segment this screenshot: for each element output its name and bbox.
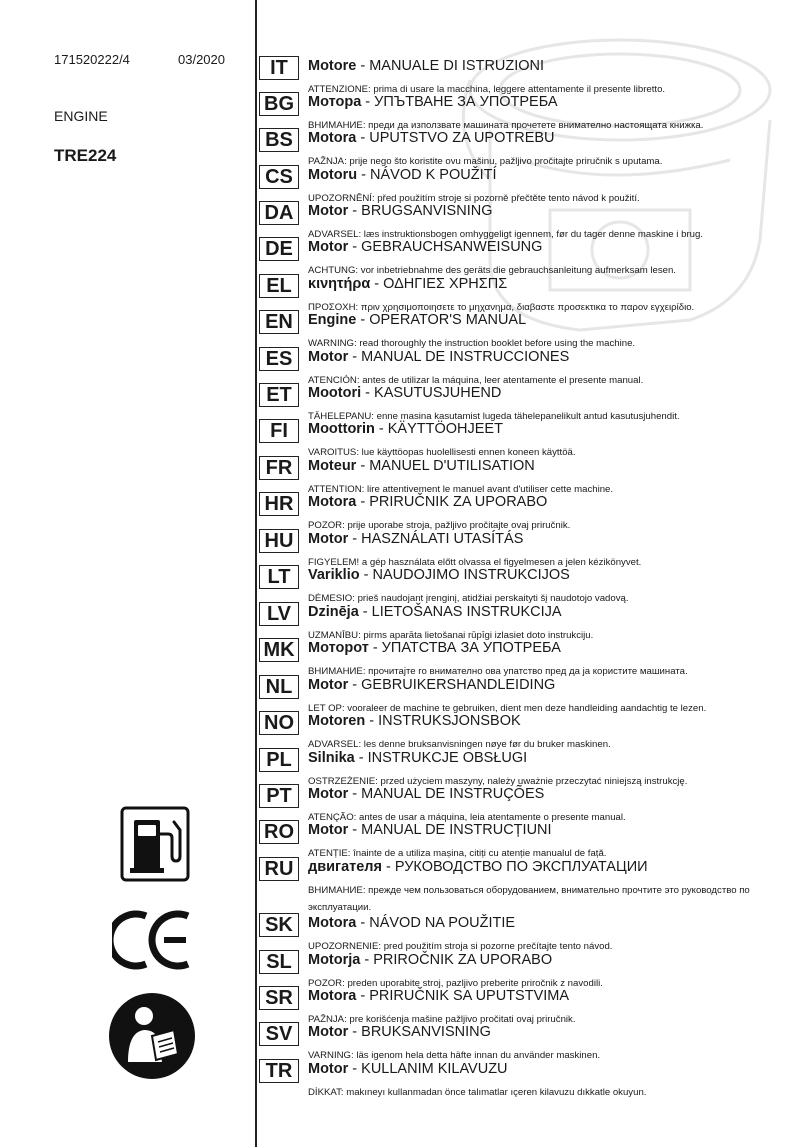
language-code-box: LT — [259, 565, 299, 589]
manual-type: - GEBRAUCHSANWEISUNG — [348, 239, 543, 255]
warning-body: preden uporabite stroj, pazljivo preberite priročnik z navodili. — [344, 978, 603, 989]
language-code-box: ES — [259, 347, 299, 371]
warning-label: ΠΡΟΣΟΧΗ: — [308, 302, 359, 313]
manual-type: - UPUTSTVO ZA UPOTREBU — [356, 130, 555, 146]
engine-word: Motor — [308, 531, 349, 547]
warning-label: ADVARSEL: — [308, 739, 362, 750]
manual-type: - BRUGSANVISNING — [348, 203, 493, 219]
manual-type: - NAUDOJIMO INSTRUKCIJOS — [359, 567, 570, 583]
warning-body: les denne bruksanvisningen nøye før du bruker maskinen. — [361, 739, 611, 750]
language-code-box: MK — [259, 638, 299, 662]
manual-type: - MANUAL DE INSTRUÇÕES — [348, 786, 545, 802]
language-code-box: HU — [259, 529, 299, 553]
warning-label: WARNING: — [308, 338, 357, 349]
language-code-box: FI — [259, 419, 299, 443]
engine-word: Motoren — [308, 713, 366, 729]
warning-label: VARNING: — [308, 1050, 354, 1061]
manual-type: - РУКОВОДСТВО ПО ЭКСПЛУАТАЦИИ — [381, 859, 648, 875]
warning-body: prije nego što koristite ovu mašinu, pažljivo pročitajte priručnik s uputama. — [346, 156, 663, 167]
engine-word: Motor — [308, 203, 349, 219]
warning-body: prije uporabe stroja, pažljivo pročitajte ovaj priručnik. — [344, 520, 571, 531]
manual-title — [308, 494, 547, 510]
manual-title — [308, 1061, 508, 1077]
engine-word: Motore — [308, 58, 357, 74]
warning-text — [308, 1084, 793, 1101]
manual-title — [308, 421, 503, 437]
warning-label: UPOZORNĚNÍ: — [308, 193, 375, 204]
manual-title — [308, 822, 552, 838]
document-date: 03/2020 — [178, 52, 225, 67]
manual-title — [308, 859, 648, 875]
manual-type: - LIETOŠANAS INSTRUKCIJA — [358, 604, 562, 620]
warning-body: pre korišćenja mašine pažljivo pročitati ovaj priručnik. — [346, 1014, 576, 1025]
manual-title — [308, 385, 501, 401]
column-divider — [255, 0, 257, 1147]
language-list — [259, 0, 808, 1147]
engine-word: Engine — [308, 312, 357, 328]
engine-word: Silnika — [308, 750, 355, 766]
language-code-box: NL — [259, 675, 299, 699]
warning-label: OSTRZEŻENIE: — [308, 776, 378, 787]
warning-label: VAROITUS: — [308, 447, 359, 458]
warning-label: ВНИМАНИЕ: — [308, 885, 366, 896]
manual-type: - HASZNÁLATI UTASÍTÁS — [348, 531, 524, 547]
warning-body: antes de usar a máquina, leia atentamente o presente manual. — [356, 812, 626, 823]
manual-type: - PRIROČNIK ZA UPORABO — [360, 952, 553, 968]
engine-word: Variklio — [308, 567, 360, 583]
manual-type: - PRIRUČNIK ZA UPORABO — [356, 494, 548, 510]
engine-word: Motora — [308, 915, 357, 931]
warning-label: ACHTUNG: — [308, 265, 359, 276]
language-code-box: RU — [259, 857, 299, 881]
engine-word: Моторот — [308, 640, 369, 656]
manual-type: - MANUAL DE INSTRUCCIONES — [348, 349, 570, 365]
engine-word: κινητήρα — [308, 276, 371, 292]
engine-word: Dzinēja — [308, 604, 359, 620]
warning-label: ВНИМАНИЕ: — [308, 120, 366, 131]
language-code-box: ET — [259, 383, 299, 407]
engine-word: Motor — [308, 677, 349, 693]
manual-type: - OPERATOR'S MANUAL — [356, 312, 527, 328]
warning-body: läs igenom hela detta häfte innan du använder maskinen. — [353, 1050, 601, 1061]
language-code-box: SK — [259, 913, 299, 937]
manual-type: - KASUTUSJUHEND — [361, 385, 502, 401]
manual-title — [308, 750, 527, 766]
document-code: 171520222/4 — [54, 52, 130, 67]
manual-type: - УПЪТВАНЕ ЗА УПОТРЕБА — [361, 94, 558, 110]
language-code-box: BG — [259, 92, 299, 116]
warning-label: ВНИМАНИЕ: — [308, 666, 366, 677]
warning-body: a gép használata előtt olvassa el figyelmesen a jelen kézikönyvet. — [359, 557, 642, 568]
manual-type: - MANUAL DE INSTRUCȚIUNI — [348, 822, 552, 838]
warning-body: înainte de a utiliza mașina, citiți cu atenție manualul de față. — [350, 848, 607, 859]
manual-type: - BRUKSANVISNING — [348, 1024, 491, 1040]
warning-body: pirms aparāta lietošanai rūpīgi izlasiet doto instrukciju. — [360, 630, 594, 641]
model-name: TRE224 — [54, 146, 117, 165]
language-code-box: IT — [259, 56, 299, 80]
warning-label: POZOR: — [308, 520, 345, 531]
manual-type: - NÁVOD K POUŽITÍ — [357, 167, 497, 183]
manual-type: - NÁVOD NA POUŽITIE — [356, 915, 516, 931]
fuel-pump-icon — [120, 806, 190, 882]
engine-word: Motor — [308, 1024, 349, 1040]
manual-type: - ΟΔΗΓΙΕΣ ΧΡΗΣΠΣ — [370, 276, 508, 292]
language-code-box: SL — [259, 950, 299, 974]
manual-type: - GEBRUIKERSHANDLEIDING — [348, 677, 556, 693]
warning-label: DĖMESIO: — [308, 593, 355, 604]
language-code-box: PT — [259, 784, 299, 808]
manual-type: - УПАТСТВА ЗА УПОТРЕБА — [368, 640, 561, 656]
manual-title — [308, 713, 521, 729]
warning-label: DİKKAT: — [308, 1087, 344, 1098]
ce-mark-icon — [112, 910, 194, 970]
engine-word: Moteur — [308, 458, 357, 474]
warning-body: vooraleer de machine te gebruiken, dient men deze handleiding aandachtig te lezen. — [344, 703, 707, 714]
warning-label: PAŽNJA: — [308, 156, 347, 167]
manual-type: - KÄYTTÖOHJEET — [374, 421, 503, 437]
warning-label: ATTENZIONE: — [308, 84, 371, 95]
warning-label: ATENÇÃO: — [308, 812, 357, 823]
warning-body: pred použitím stroja si pozorne prečítajte tento návod. — [381, 941, 613, 952]
warning-body: vor inbetriebnahme des geräts die gebrauchsanleitung aufmerksam lesen. — [358, 265, 676, 276]
warning-label: ATENȚIE: — [308, 848, 351, 859]
engine-word: Mootori — [308, 385, 362, 401]
engine-word: Motor — [308, 239, 349, 255]
engine-word: Motoru — [308, 167, 358, 183]
engine-word: Мотора — [308, 94, 362, 110]
language-code-box: NO — [259, 711, 299, 735]
engine-word: Motorja — [308, 952, 361, 968]
warning-body: прочитајте го внимателно ова упатство пред да ја користите машината. — [365, 666, 688, 677]
warning-body: przed użyciem maszyny, należy uważnie przeczytać niniejszą instrukcję. — [377, 776, 688, 787]
manual-title — [308, 786, 544, 802]
engine-word: Moottorin — [308, 421, 375, 437]
manual-title — [308, 677, 555, 693]
warning-body: antes de utilizar la máquina, leer atentamente el presente manual. — [359, 375, 644, 386]
warning-body: lire attentivement le manuel avant d'utiliser cette machine. — [364, 484, 614, 495]
manual-title — [308, 239, 542, 255]
engine-word: Motora — [308, 130, 357, 146]
document-kind: ENGINE — [54, 108, 108, 124]
warning-body: enne masina kasutamist lugeda tähelepanelikult antud kasutusjuhendit. — [373, 411, 680, 422]
engine-word: Motor — [308, 1061, 349, 1077]
manual-title — [308, 167, 497, 183]
warning-label: POZOR: — [308, 978, 345, 989]
warning-label: UPOZORNENIE: — [308, 941, 382, 952]
language-code-box: LV — [259, 602, 299, 626]
language-code-box: EL — [259, 274, 299, 298]
warning-label: ATTENTION: — [308, 484, 365, 495]
warning-body: преди да използвате машината прочетете внимателно настоящата книжка. — [365, 120, 704, 131]
language-code-box: PL — [259, 748, 299, 772]
engine-word: Motora — [308, 988, 357, 1004]
warning-body: read thoroughly the instruction booklet before using the machine. — [356, 338, 636, 349]
warning-body: prieš naudojant įrenginį, atidžiai perskaityti šį naudotojo vadovą. — [354, 593, 629, 604]
engine-word: Motor — [308, 822, 349, 838]
warning-label: LET OP: — [308, 703, 345, 714]
manual-title — [308, 58, 544, 74]
language-code-box: EN — [259, 310, 299, 334]
warning-text — [308, 882, 793, 916]
warning-body: před použitím stroje si pozorně přečtěte tento návod k použití. — [374, 193, 640, 204]
language-code-box: SR — [259, 986, 299, 1010]
manual-type: - INSTRUKSJONSBOK — [365, 713, 521, 729]
manual-title — [308, 130, 555, 146]
engine-word: Motora — [308, 494, 357, 510]
warning-body: lue käyttöopas huolellisesti ennen koneen käyttöä. — [359, 447, 576, 458]
manual-type: - KULLANIM KILAVUZU — [348, 1061, 508, 1077]
manual-title — [308, 94, 558, 110]
warning-body: πριν χρησιμοποιησετε το μηχανημα, διαβαστε προσεκτικα το παρον εγχειρίδιο. — [358, 302, 695, 313]
language-code-box: DE — [259, 237, 299, 261]
manual-title — [308, 1024, 491, 1040]
manual-title — [308, 203, 492, 219]
manual-type: - INSTRUKCJE OBSŁUGI — [354, 750, 528, 766]
warning-label: ADVARSEL: — [308, 229, 362, 240]
manual-title — [308, 531, 523, 547]
language-code-box: HR — [259, 492, 299, 516]
engine-word: Motor — [308, 786, 349, 802]
language-code-box: TR — [259, 1059, 299, 1083]
manual-title — [308, 567, 570, 583]
left-column — [0, 0, 255, 1147]
warning-label: TÄHELEPANU: — [308, 411, 374, 422]
language-code-box: SV — [259, 1022, 299, 1046]
warning-body: прежде чем пользоваться оборудованием, внимательно прочтите это руководство по эксплуатации. — [308, 885, 750, 913]
manual-title — [308, 458, 535, 474]
warning-body: læs instruktionsbogen omhyggeligt igennem, før du tager denne maskine i brug. — [361, 229, 703, 240]
manual-title — [308, 952, 552, 968]
warning-label: ATENCIÓN: — [308, 375, 360, 386]
language-code-box: CS — [259, 165, 299, 189]
warning-body: prima di usare la macchina, leggere attentamente il presente libretto. — [370, 84, 666, 95]
language-code-box: DA — [259, 201, 299, 225]
manual-title — [308, 915, 515, 931]
manual-title — [308, 604, 562, 620]
language-code-box: BS — [259, 128, 299, 152]
warning-label: FIGYELEM! — [308, 557, 360, 568]
manual-type: - MANUALE DI ISTRUZIONI — [356, 58, 545, 74]
manual-title — [308, 640, 561, 656]
engine-word: Motor — [308, 349, 349, 365]
manual-type: - MANUEL D'UTILISATION — [356, 458, 535, 474]
warning-label: PAŽNJA: — [308, 1014, 347, 1025]
manual-type: - PRIRUČNIK SA UPUTSTVIMA — [356, 988, 570, 1004]
warning-body: makıneyı kullanmadan önce talımatlar ıçeren kilavuzu dıkkatle okuyun. — [343, 1087, 647, 1098]
language-code-box: RO — [259, 820, 299, 844]
read-manual-icon — [108, 992, 196, 1080]
language-code-box: FR — [259, 456, 299, 480]
engine-word: двигателя — [308, 859, 382, 875]
manual-title — [308, 312, 526, 328]
manual-title — [308, 276, 507, 292]
warning-label: UZMANĪBU: — [308, 630, 361, 641]
manual-title — [308, 988, 569, 1004]
manual-title — [308, 349, 569, 365]
